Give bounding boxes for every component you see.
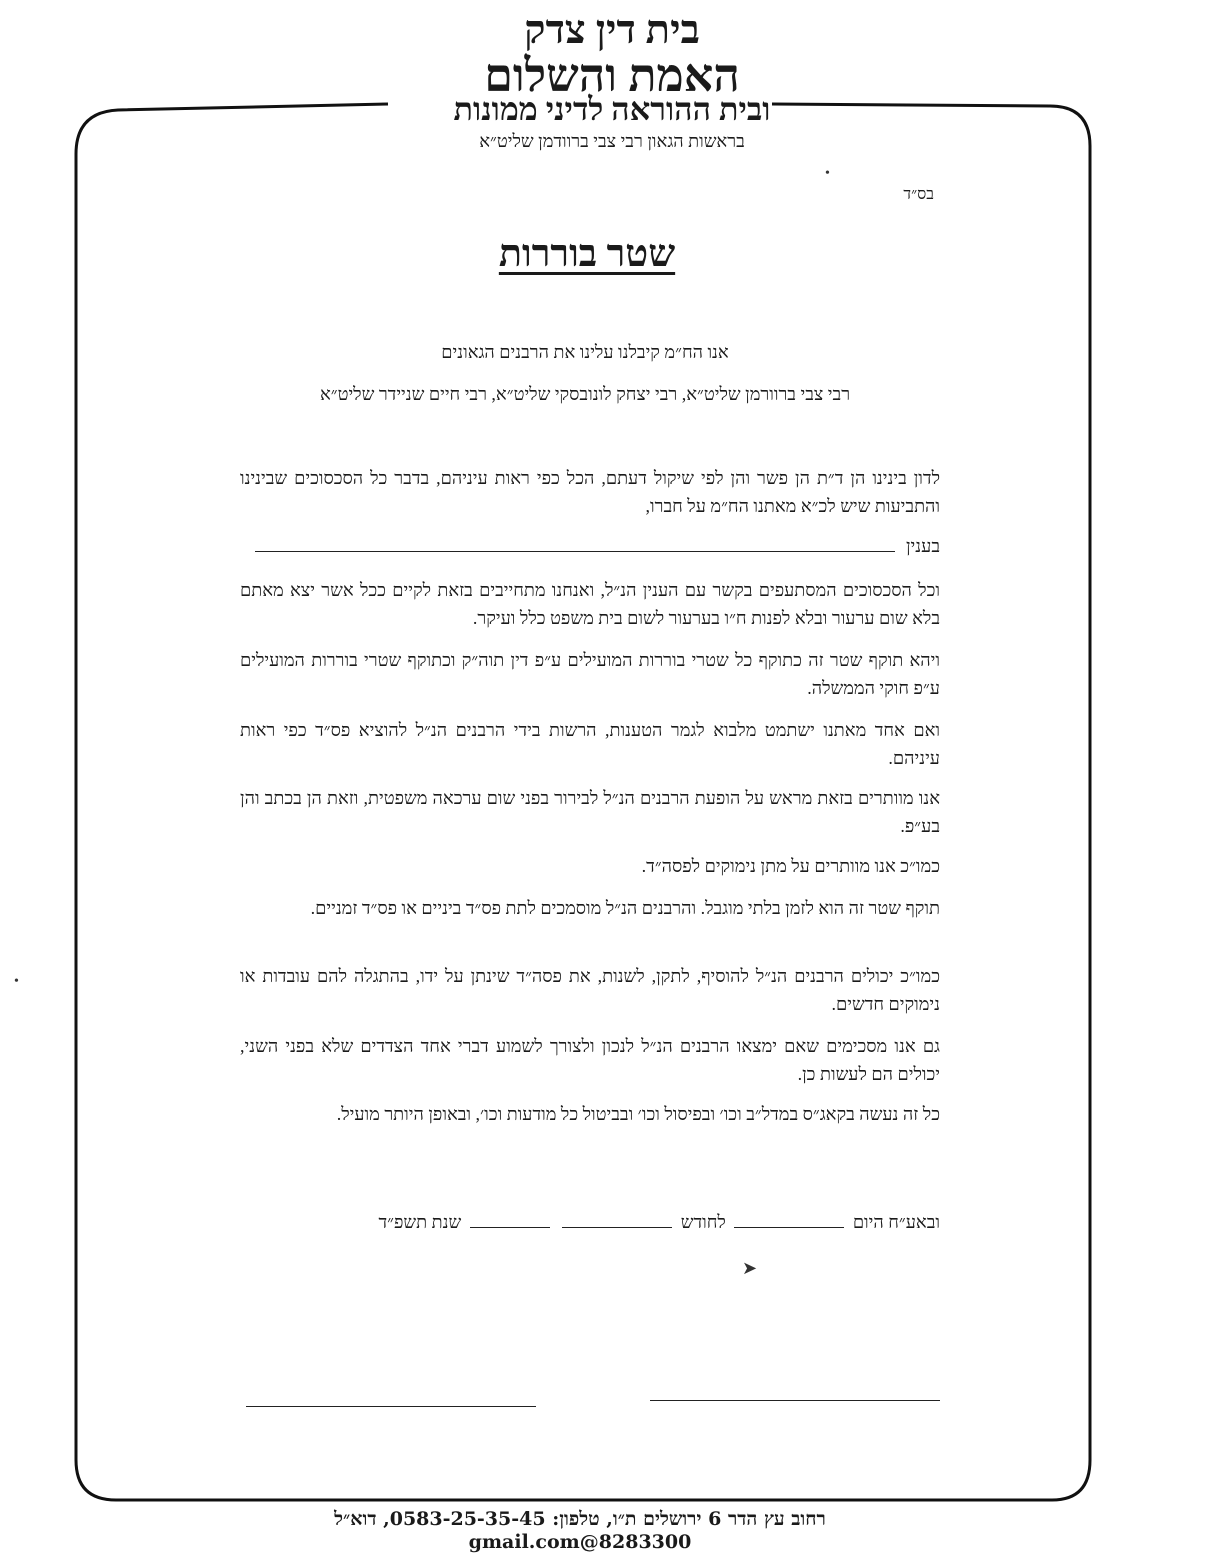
stray-tick: ➤ xyxy=(742,1258,758,1278)
header-mark: בס״ד xyxy=(903,186,934,203)
intro-line-1: אנו הח״מ קיבלנו עלינו את הרבנים הגאונים xyxy=(441,342,729,362)
date-year-label: שנת תשפ״ד xyxy=(378,1212,462,1232)
paragraph-7: תוקף שטר זה הוא לזמן בלתי מוגבל. והרבנים הנ״ל מוסמכים לתת פס״ד ביניים או פס״ד זמניים. xyxy=(310,898,940,918)
document-body xyxy=(240,0,940,1531)
signature-line-left[interactable] xyxy=(246,1406,536,1407)
footer-contact: רחוב עץ הדר 6 ירושלים ת״ו, טלפון: 0583-25-35-45, דוא״ל 8283300@gmail.com xyxy=(334,1508,826,1553)
document-title: שטר בוררות xyxy=(498,233,676,275)
day-blank-field[interactable] xyxy=(734,1225,844,1228)
letterhead-main-name: האמת והשלום xyxy=(484,50,740,101)
paragraph-2: וכל הסכסוכים המסתעפים בקשר עם הענין הנ״ל, ואנחנו מתחייבים בזאת לקיים ככל אשר יצא מאתם בלא שום ערעור ובלא לפנות ח״ו בערעור לשום בית משפט כלל ועיקר. xyxy=(240,580,940,628)
intro-line-2: רבי צבי ברוורמן שליט״א, רבי יצחק לונובסקי שליט״א, רבי חיים שניידר שליט״א xyxy=(319,384,851,404)
paragraph-3: ויהא תוקף שטר זה כתוקף כל שטרי בוררות המועילים ע״פ דין תוה״ק וכתוקף שטרי בוררות המועילים ע״פ חוקי הממשלה. xyxy=(240,650,940,698)
paragraph-9: גם אנו מסכימים שאם ימצאו הרבנים הנ״ל לנכון ולצורך לשמוע דברי אחד הצדדים שלא בפני השני, יכולים הם לעשות כן. xyxy=(240,1036,940,1084)
margin-mark: • xyxy=(14,974,19,989)
paragraph-5: אנו מוותרים בזאת מראש על הופעת הרבנים הנ״ל לבירור בפני שום ערכאה משפטית, וזאת הן בכתב והן בע״פ. xyxy=(240,788,940,836)
letterhead-head-rabbi: בראשות הגאון רבי צבי ברוודמן שליט״א xyxy=(479,131,745,151)
date-day-label: ובאע״ח היום xyxy=(852,1212,940,1232)
paragraph-1: לדון בינינו הן ד״ת הן פשר והן לפי שיקול דעתם, הכל כפי ראות עיניהם, בדבר כל הסכסוכים שבינינו והתביעות שיש לכ״א מאתנו הח״מ על חברו, xyxy=(240,468,940,516)
stray-dot: • xyxy=(825,166,830,181)
date-line xyxy=(240,1212,940,1233)
subject-label: בענין xyxy=(905,536,940,556)
paragraph-10: כל זה נעשה בקאג״ס במדל״ב וכו׳ ובפיסול וכו׳ ובביטול כל מודעות וכו׳, ובאופן היותר מועיל. xyxy=(336,1104,940,1124)
paragraph-8: כמו״כ יכולים הרבנים הנ״ל להוסיף, לתקן, לשנות, את פסה״ד שינתן על ידו, בהתגלה להם עובדות או נימוקים חדשים. xyxy=(240,966,940,1014)
month-blank-field[interactable] xyxy=(562,1225,672,1228)
subject-blank-field[interactable] xyxy=(255,549,895,552)
year-blank-field[interactable] xyxy=(470,1225,550,1228)
paragraph-6: כמו״כ אנו מוותרים על מתן נימוקים לפסה״ד. xyxy=(641,856,940,876)
date-month-label: לחודש xyxy=(680,1212,726,1232)
letterhead-subtitle: ובית ההוראה לדיני ממונות xyxy=(453,91,771,127)
paragraph-4: ואם אחד מאתנו ישתמט מלבוא לגמר הטענות, הרשות בידי הרבנים הנ״ל להוציא פס״ד כפי ראות עיניהם. xyxy=(240,720,940,768)
subject-line xyxy=(240,536,940,557)
signature-line-right[interactable] xyxy=(650,1400,940,1401)
letterhead-court-name: בית דין צדק xyxy=(524,7,700,52)
